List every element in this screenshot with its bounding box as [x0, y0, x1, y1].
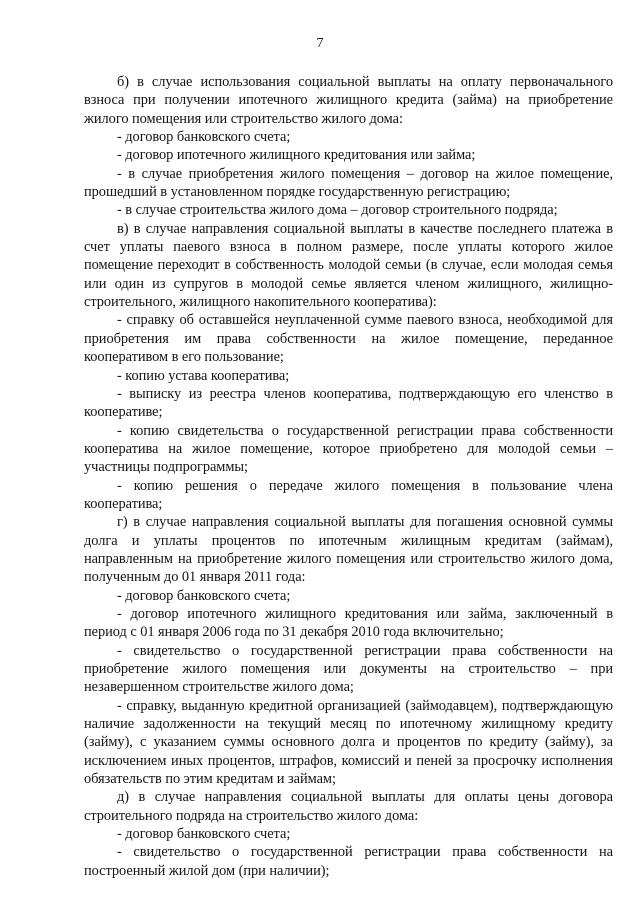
list-item: - справку об оставшейся неуплаченной сумме паевого взноса, необходимой для приобретения им права собственности на жилое помещение, переданное кооперативом в его пользование;	[84, 312, 613, 366]
list-item: - в случае строительства жилого дома – договор строительного подряда;	[117, 202, 558, 219]
page-number: 7	[316, 36, 324, 51]
list-item: - копию решения о передаче жилого помещения в пользование члена кооператива;	[84, 477, 613, 512]
paragraph-d-intro: д) в случае направления социальной выплаты для оплаты цены договора строительного подряда на строительство жилого дома:	[84, 789, 613, 824]
paragraph-v-intro: в) в случае направления социальной выплаты в качестве последнего платежа в счет уплаты паевого взноса в полном размере, после уплаты которого жилое помещение переходит в собственность молодой семьи (в случае, если молодая семья или один из супругов в молодой семье является членом жилищного, жилищно-строительного, жилищного накопительного кооператива):	[84, 220, 613, 311]
paragraph-b-intro: б) в случае использования социальной выплаты на оплату первоначального взноса при получении ипотечного жилищного кредита (займа) на приобретение жилого помещения или строительство жилого дома:	[84, 74, 613, 127]
paragraph-g-intro: г) в случае направления социальной выплаты для погашения основной суммы долга и уплаты процентов по ипотечным жилищным кредитам (займам), направленным на приобретение жилого помещения или строительство жилого дома, полученным до 01 января 2011 года:	[84, 514, 613, 586]
list-item: - договор ипотечного жилищного кредитования или займа;	[117, 147, 476, 164]
document-body	[84, 73, 613, 880]
list-item: - справку, выданную кредитной организацией (займодавцем), подтверждающую наличие задолженности на текущий месяц по ипотечному жилищному кредиту (займу), с указанием суммы основного долга и процентов по кредиту (займу), за исключением иных процентов, штрафов, комиссий и пеней за просрочку исполнения обязательств по этим кредитам и займам;	[84, 697, 613, 788]
list-item: - договор ипотечного жилищного кредитования или займа, заключенный в период с 01 января 2006 года по 31 декабря 2010 года включительно;	[84, 605, 613, 641]
list-item: - копию свидетельства о государственной регистрации права собственности кооператива на жилое помещение, которое приобретено для молодой семьи – участницы подпрограммы;	[84, 422, 613, 476]
list-item: - в случае приобретения жилого помещения – договор на жилое помещение, прошедший в установленном порядке государственную регистрацию;	[84, 165, 613, 201]
list-item: - договор банковского счета;	[117, 129, 291, 146]
list-item: - договор банковского счета;	[117, 587, 291, 604]
list-item: - свидетельство о государственной регистрации права собственности на построенный жилой дом (при наличии);	[84, 844, 613, 879]
list-item: - копию устава кооператива;	[117, 367, 290, 384]
list-item: - договор банковского счета;	[117, 826, 291, 843]
list-item: - свидетельство о государственной регистрации права собственности на приобретение жилого помещения или документы на строительство – при незавершенном строительстве жилого дома;	[84, 642, 613, 696]
list-item: - выписку из реестра членов кооператива, подтверждающую его членство в кооперативе;	[84, 385, 613, 421]
